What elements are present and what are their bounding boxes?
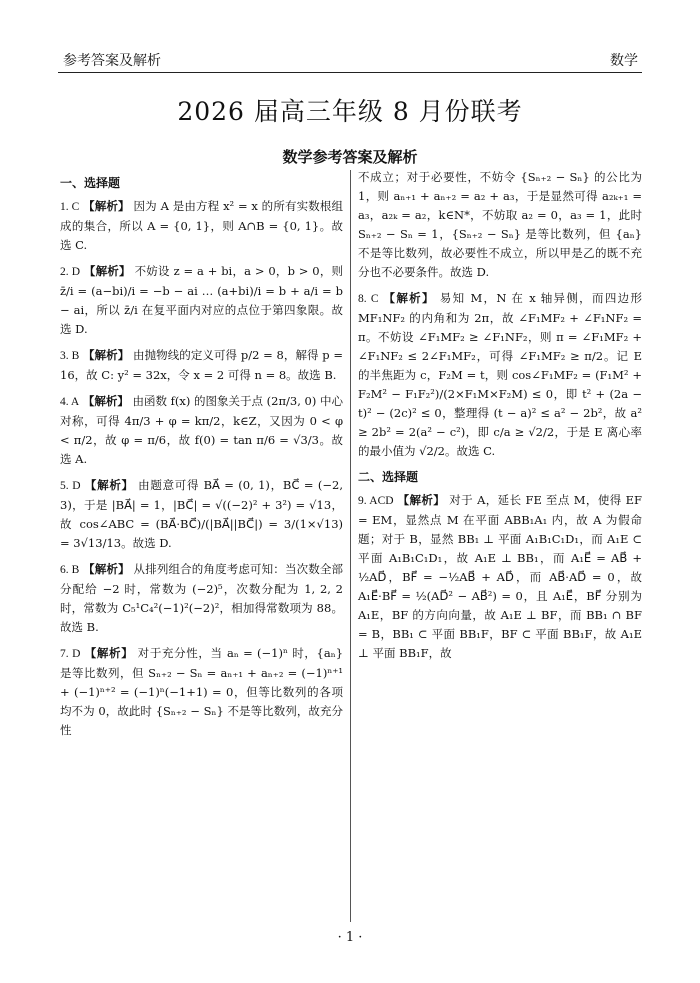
answer-text: 对于充分性，当 aₙ = (−1)ⁿ 时，{aₙ} 是等比数列，但 Sₙ₊₂ − Sₙ = aₙ₊₁ + aₙ₊₂ = (−1)ⁿ⁺¹ + (−1)ⁿ⁺² = (−1)ⁿ(−1+1) = 0，但等比数列的各项均不为 0，故此时 {Sₙ₊₂ − Sₙ} 不是等比数列，故充分性 xyxy=(60,646,344,737)
answer-q3 xyxy=(60,346,343,385)
answer-number: 5. D xyxy=(60,480,81,492)
analysis-tag: 【解析】 xyxy=(82,348,130,362)
answer-q1 xyxy=(60,197,343,255)
answer-number: 8. C xyxy=(358,293,379,305)
page-number: · 1 · xyxy=(337,930,363,945)
analysis-tag: 【解析】 xyxy=(84,646,134,660)
answer-q7 xyxy=(60,644,343,740)
right-column xyxy=(358,168,642,670)
answer-text: 从排列组合的角度考虑可知：当次数全部分配给 −2 时，常数为 (−2)⁵，次数分配为 1, 2, 2 时，常数为 C₅¹C₄²(−1)²(−2)²，相加得常数项为 88。故选 B. xyxy=(60,562,344,634)
analysis-tag: 【解析】 xyxy=(397,493,446,507)
page-title: 2026 届高三年级 8 月份联考 xyxy=(177,97,523,126)
answer-text: 不妨设 z = a + bi，a > 0，b > 0，则 z̄/i = (a−bi)/i = −b − ai … (a+bi)/i = b + a/i = b − ai，所以 z̄/i 在复平面内对应的点位于第四象限。故选 D. xyxy=(60,264,344,336)
answer-q8 xyxy=(358,289,642,461)
answer-text: 因为 A 是由方程 x² = x 的所有实数根组成的集合，所以 A = {0, 1}，则 A∩B = {0, 1}。故选 C. xyxy=(60,199,344,252)
left-column xyxy=(60,168,343,747)
answer-q2 xyxy=(60,262,343,339)
page-subtitle: 数学参考答案及解析 xyxy=(282,148,418,166)
answer-q6 xyxy=(60,560,343,637)
answer-number: 7. D xyxy=(60,648,81,660)
running-header xyxy=(0,0,700,82)
answer-number: 6. B xyxy=(60,564,80,576)
answer-number: 4. A xyxy=(60,396,80,408)
section-heading-choice: 一、选择题 xyxy=(60,176,121,190)
answer-text: 对于 A，延长 FE 至点 M，使得 EF = EM，显然点 M 在平面 ABB₁A₁ 内，故 A 为假命题；对于 B，显然 BB₁ ⊥ 平面 A₁B₁C₁D₁，而 A₁E ⊂ 平面 A₁B₁C₁D₁，故 A₁E ⊥ BB₁，而 A₁E⃗ = AB⃗ + ½AD⃗，BF⃗ = −½AB⃗ + AD⃗，而 AB⃗·AD⃗ = 0，故 A₁E⃗·BF⃗ = ½(AD⃗² − AB⃗²) = 0，且 A₁E⃗，BF⃗ 分别为 A₁E，BF 的方向向量，故 A₁E ⊥ BF，而 BB₁ ∩ BF = B，BB₁ ⊂ 平面 BB₁F，BF ⊂ 平面 BB₁F，故 A₁E ⊥ 平面 BB₁F，故 xyxy=(358,493,643,660)
answer-q4 xyxy=(60,392,343,469)
analysis-tag: 【解析】 xyxy=(83,199,130,213)
answer-number: 9. ACD xyxy=(358,495,394,507)
answer-number: 2. D xyxy=(60,266,81,278)
analysis-tag: 【解析】 xyxy=(83,264,131,278)
analysis-tag: 【解析】 xyxy=(383,291,435,305)
answer-q5 xyxy=(60,476,343,553)
answer-number: 1. C xyxy=(60,201,80,213)
answer-q7-continued: 不成立；对于必要性，不妨令 {Sₙ₊₂ − Sₙ} 的公比为 1，则 aₙ₊₁ + aₙ₊₂ = a₂ + a₃，于是显然可得 a₂ₖ₊₁ = a₃，a₂ₖ = a₂，k∈N*，不妨取 a₂ = 0，a₃ = 1，此时 Sₙ₊₂ − Sₙ = 1，{Sₙ₊₂ − Sₙ} 是等比数列，但 {aₙ} 不是等比数列，故必要性不成立，所以甲是乙的既不充分也不必要条件。故选 D. xyxy=(358,170,642,279)
analysis-tag: 【解析】 xyxy=(84,478,134,492)
answer-text: 由函数 f(x) 的图象关于点 (2π/3, 0) 中心对称，可得 4π/3 + φ = kπ/2，k∈Z，又因为 0 < φ < π/2，故 φ = π/6，故 f(0) = tan π/6 = √3/3。故选 A. xyxy=(60,394,343,466)
header-left-label: 参考答案及解析 xyxy=(63,53,161,69)
answer-q9 xyxy=(358,491,642,663)
answer-text: 易知 M，N 在 x 轴异侧，而四边形 MF₁NF₂ 的内角和为 2π，故 ∠F₁MF₂ + ∠F₁NF₂ = π。不妨设 ∠F₁MF₂ ≥ ∠F₁NF₂，则 π = ∠F₁MF₂ + ∠F₁NF₂ ≤ 2∠F₁MF₂，可得 ∠F₁MF₂ ≥ π/2。记 E 的半焦距为 c，F₂M = t，则 cos∠F₁MF₂ = (F₁M² + F₂M² − F₁F₂²)/(2×F₁M×F₂M) ≤ 0，即 t² + (2a − t)² − (2c)² ≤ 0，整理得 (t − a)² ≤ a² − 2b²，故 a² ≥ 2b² = 2(a² − c²)，即 c/a ≥ √2/2，于是 E 离心率的最小值为 √2/2。故选 C. xyxy=(358,291,643,458)
section-heading-multi: 二、选择题 xyxy=(358,470,419,484)
analysis-tag: 【解析】 xyxy=(83,562,130,576)
header-subject-label: 数学 xyxy=(610,53,638,69)
answer-text: 由抛物线的定义可得 p/2 = 8，解得 p = 16，故 C: y² = 32x，令 x = 2 可得 n = 8。故选 B. xyxy=(60,348,344,382)
answer-text: 由题意可得 BA⃗ = (0, 1)，BC⃗ = (−2, 3)，于是 |BA⃗| = 1，|BC⃗| = √((−2)² + 3²) = √13，故 cos∠ABC = (BA⃗·BC⃗)/(|BA⃗||BC⃗|) = 3/(1×√13) = 3√13/13。故选 D. xyxy=(60,478,344,550)
column-divider xyxy=(350,170,351,922)
answer-number: 3. B xyxy=(60,350,80,362)
header-divider xyxy=(58,72,642,73)
analysis-tag: 【解析】 xyxy=(82,394,129,408)
